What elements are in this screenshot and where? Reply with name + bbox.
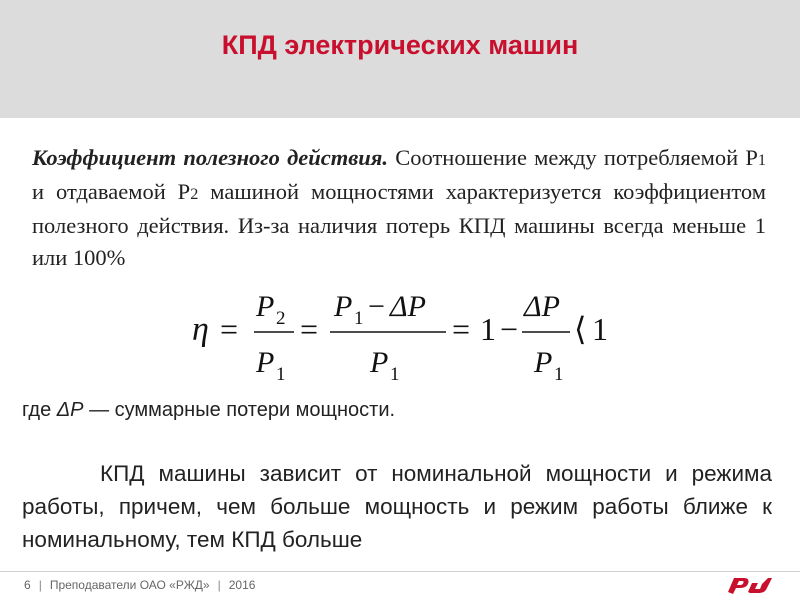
formula-num2-p: P bbox=[334, 290, 353, 323]
formula-p2-sub: 2 bbox=[276, 308, 286, 329]
slide-title: КПД электрических машин bbox=[221, 30, 579, 60]
footer-organization: Преподаватели ОАО «РЖД» bbox=[49, 578, 210, 592]
formula-less-than: ⟨ bbox=[574, 311, 587, 347]
definition-text-c: машиной мощностями характеризуется коэффициентом полезного действия. Из-за наличия потерь КПД машины всегда меньше 1 или 100% bbox=[32, 179, 766, 270]
definition-text-b: и отдаваемой Р bbox=[32, 179, 191, 204]
formula-eta: η bbox=[192, 311, 209, 348]
footer-separator-2: | bbox=[217, 578, 221, 592]
formula-num2-delta: ΔP bbox=[390, 290, 426, 323]
footer-divider bbox=[0, 571, 800, 572]
definition-paragraph bbox=[32, 142, 766, 274]
formula-den2-sub: 1 bbox=[390, 364, 400, 385]
definition-text-a: Соотношение между потребляемой Р bbox=[388, 145, 758, 170]
formula-den2-p: P bbox=[370, 346, 389, 379]
losses-text: — суммарные потери мощности. bbox=[83, 399, 396, 421]
formula-den3-p: P bbox=[534, 346, 553, 379]
formula-one: 1 bbox=[480, 311, 496, 347]
formula-eq-1: = bbox=[220, 311, 239, 347]
dependency-paragraph: КПД машины зависит от номинальной мощности и режима работы, причем, чем больше мощность и режим работы ближе к номинальному, тем КПД больше bbox=[22, 461, 772, 552]
formula-den3-sub: 1 bbox=[554, 364, 564, 385]
formula-num2-minus: − bbox=[368, 290, 385, 323]
formula-minus: − bbox=[500, 311, 519, 347]
footer-year: 2016 bbox=[228, 578, 256, 592]
footer-separator-1: | bbox=[38, 578, 42, 592]
losses-symbol: ΔP bbox=[56, 399, 84, 421]
formula-num2-sub: 1 bbox=[354, 308, 364, 329]
page-number: 6 bbox=[24, 578, 31, 592]
definition-sub-1: 1 bbox=[757, 151, 766, 169]
formula-result: 1 bbox=[592, 311, 608, 347]
formula-eq-3: = bbox=[452, 311, 471, 347]
formula-p1-den-sub: 1 bbox=[276, 364, 286, 385]
losses-prefix: где bbox=[22, 399, 57, 421]
definition-sub-2: 2 bbox=[190, 185, 199, 203]
losses-paragraph bbox=[22, 396, 772, 424]
definition-lead: Коэффициент полезного действия. bbox=[32, 145, 389, 170]
formula-eq-2: = bbox=[300, 311, 319, 347]
formula-p1-den: P bbox=[256, 346, 275, 379]
slide-header bbox=[0, 0, 800, 118]
rzd-logo-icon bbox=[724, 574, 776, 596]
formula-p2-num: P bbox=[256, 290, 275, 323]
efficiency-formula bbox=[190, 280, 630, 390]
footer bbox=[24, 578, 255, 592]
formula-delta-p-num: ΔP bbox=[524, 290, 560, 323]
